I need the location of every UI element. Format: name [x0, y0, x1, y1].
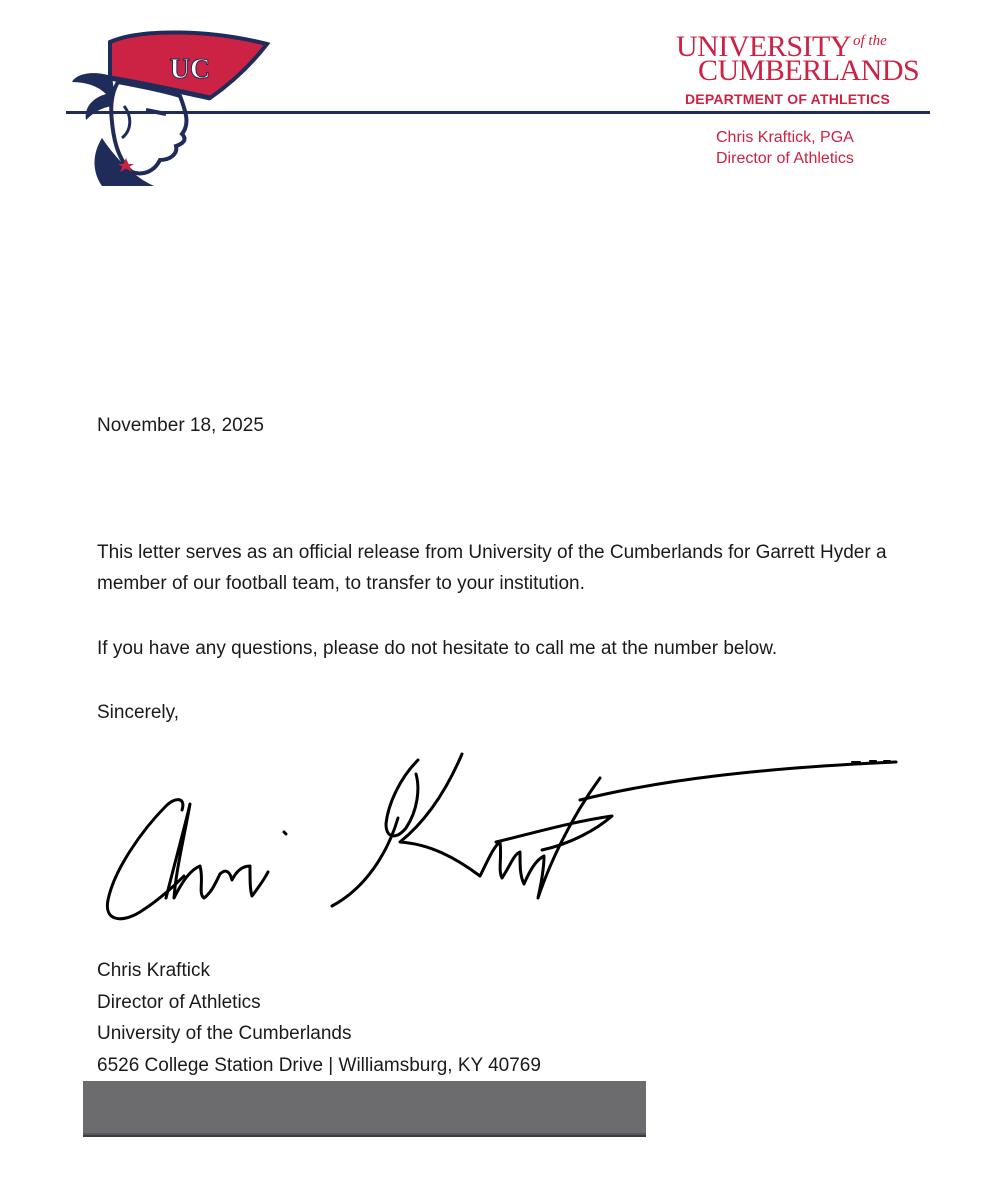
letter-paragraph-2: If you have any questions, please do not hesitate to call me at the number below.: [97, 638, 778, 659]
signer-address: 6526 College Station Drive | Williamsburg, KY 40769: [97, 1054, 541, 1076]
header-director-title: Director of Athletics: [716, 150, 854, 167]
signer-institution: University of the Cumberlands: [97, 1023, 352, 1044]
wordmark-of-the: of the: [853, 33, 887, 49]
redaction-bar: [433, 1081, 646, 1137]
signer-title: Director of Athletics: [97, 991, 261, 1013]
letter-paragraph-1: This letter serves as an official release from University of the Cumberlands for Garrett Hyder a member of our football team, to transfer to your institution.: [97, 542, 887, 594]
redacted-contact-info: [83, 1081, 646, 1137]
department-name: DEPARTMENT OF ATHLETICS: [685, 91, 890, 107]
wordmark-cumberlands: CUMBERLANDS: [698, 54, 920, 87]
signature-block: [97, 955, 541, 1081]
uc-patriot-logo: [62, 26, 272, 186]
wordmark-university: UNIVERSITY $^{of the}$: [676, 30, 887, 63]
letter-closing: Sincerely,: [97, 702, 180, 723]
signature-icon: [100, 748, 900, 923]
svg-text:UC: UC: [169, 54, 211, 85]
header-director-name: Chris Kraftick, PGA: [716, 129, 854, 146]
signer-name: Chris Kraftick: [97, 960, 210, 981]
redaction-bar: [83, 1081, 293, 1137]
redaction-bar: [293, 1081, 433, 1137]
header-rule: [66, 111, 930, 114]
letter-date: November 18, 2025: [97, 415, 264, 436]
